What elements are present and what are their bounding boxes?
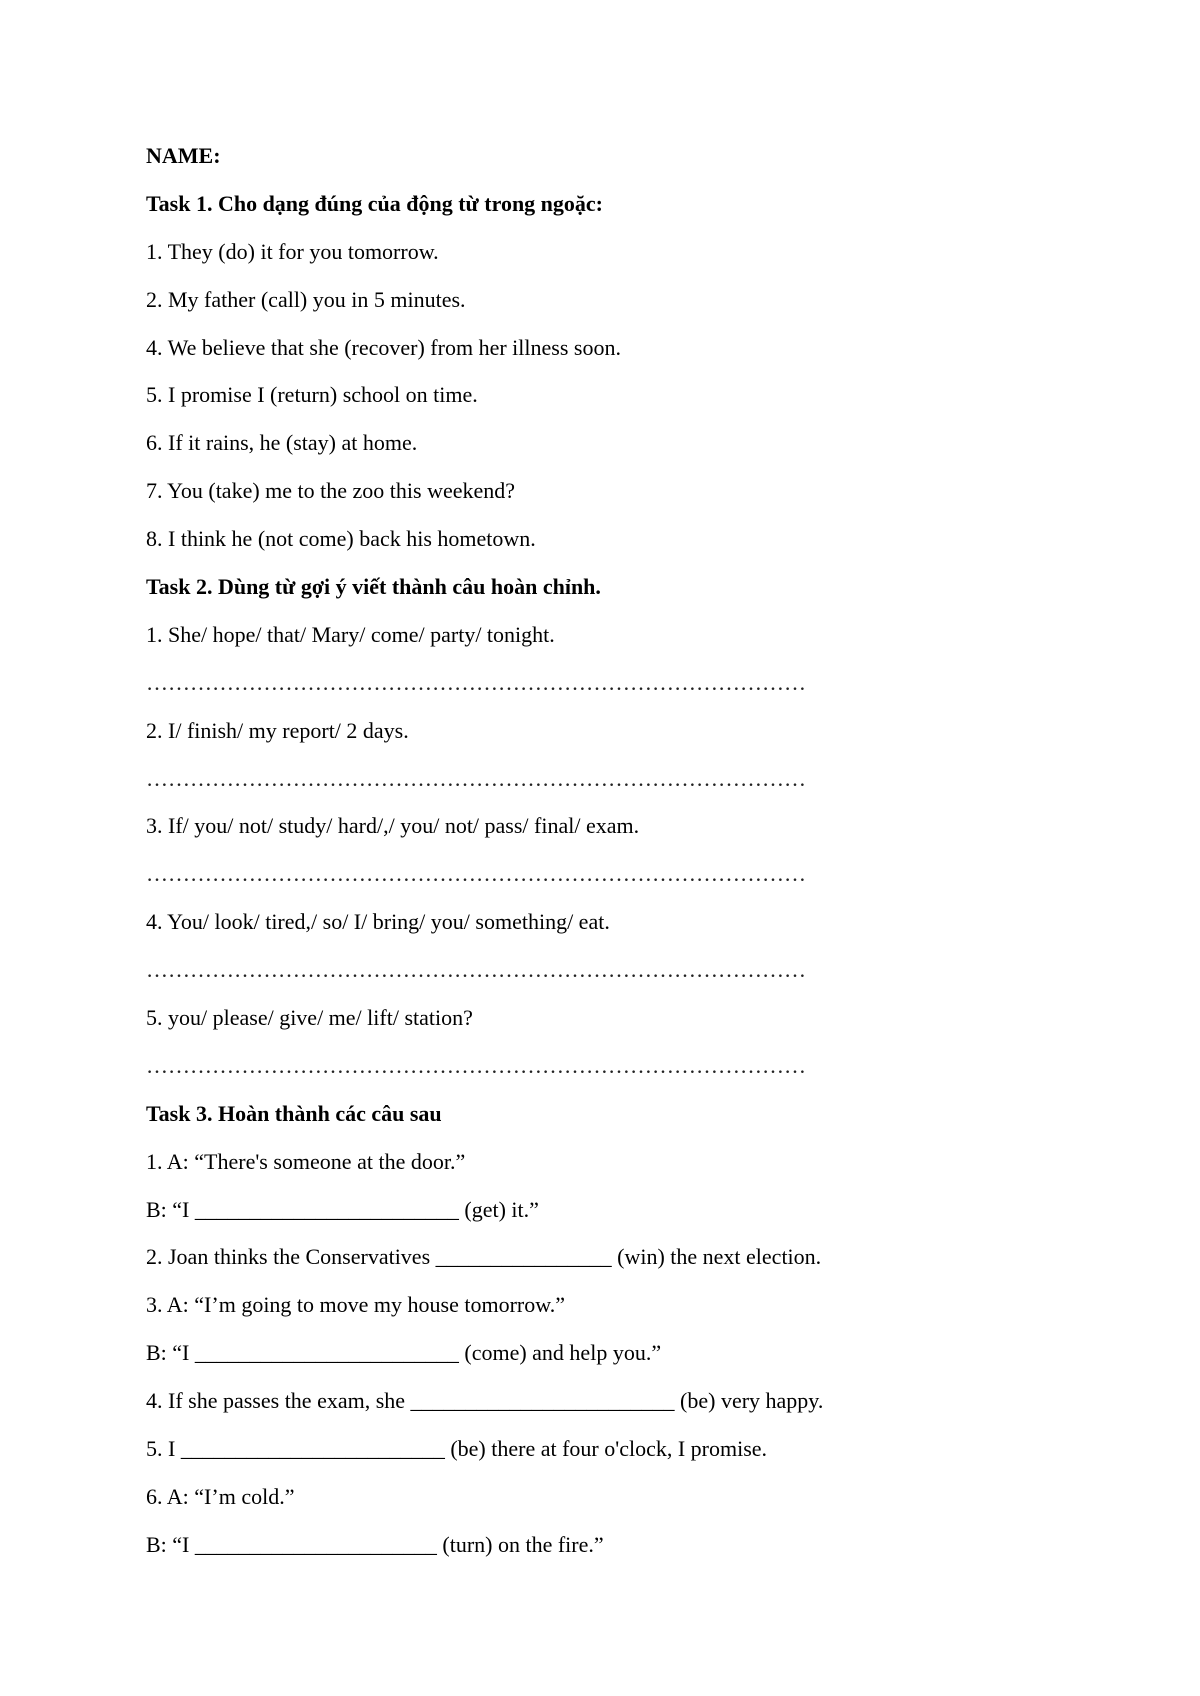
task3-line: B: “I ______________________ (turn) on the fire.” bbox=[146, 1531, 604, 1557]
answer-line: ……………………………………………………………………………… bbox=[146, 669, 806, 695]
task3-line: 5. I ________________________ (be) there at four o'clock, I promise. bbox=[146, 1436, 768, 1462]
answer-line: ……………………………………………………………………………… bbox=[146, 765, 806, 791]
answer-line: ……………………………………………………………………………… bbox=[146, 957, 806, 983]
answer-line: ……………………………………………………………………………… bbox=[146, 861, 806, 887]
task3-line: 6. A: “I’m cold.” bbox=[146, 1483, 295, 1509]
task3-line: 3. A: “I’m going to move my house tomorrow.” bbox=[146, 1292, 565, 1318]
task1-item: 2. My father (call) you in 5 minutes. bbox=[146, 286, 466, 312]
task1-item: 7. You (take) me to the zoo this weekend? bbox=[146, 478, 516, 504]
task1-item: 8. I think he (not come) back his hometown. bbox=[146, 526, 536, 552]
task2-item: 5. you/ please/ give/ me/ lift/ station? bbox=[146, 1005, 473, 1031]
task3-title: Task 3. Hoàn thành các câu sau bbox=[146, 1100, 442, 1126]
task3-line: B: “I ________________________ (come) and help you.” bbox=[146, 1340, 662, 1366]
answer-line: ……………………………………………………………………………… bbox=[146, 1052, 806, 1078]
task2-item: 2. I/ finish/ my report/ 2 days. bbox=[146, 717, 409, 743]
worksheet-content bbox=[146, 142, 1106, 1579]
task3-line: 2. Joan thinks the Conservatives ________________ (win) the next election. bbox=[146, 1244, 822, 1270]
task3-line: 1. A: “There's someone at the door.” bbox=[146, 1148, 466, 1174]
task2-item: 3. If/ you/ not/ study/ hard/,/ you/ not/ pass/ final/ exam. bbox=[146, 813, 640, 839]
task3-line: B: “I ________________________ (get) it.” bbox=[146, 1196, 539, 1222]
task1-title: Task 1. Cho dạng đúng của động từ trong ngoặc: bbox=[146, 190, 604, 216]
name-label: NAME: bbox=[146, 143, 221, 168]
task2-title: Task 2. Dùng từ gợi ý viết thành câu hoàn chỉnh. bbox=[146, 574, 601, 600]
task2-item: 4. You/ look/ tired,/ so/ I/ bring/ you/ something/ eat. bbox=[146, 909, 610, 935]
task1-item: 4. We believe that she (recover) from her illness soon. bbox=[146, 334, 621, 360]
task1-item: 5. I promise I (return) school on time. bbox=[146, 382, 478, 408]
task1-item: 1. They (do) it for you tomorrow. bbox=[146, 238, 439, 264]
task3-line: 4. If she passes the exam, she ________________________ (be) very happy. bbox=[146, 1388, 824, 1414]
task2-item: 1. She/ hope/ that/ Mary/ come/ party/ tonight. bbox=[146, 621, 555, 647]
task1-item: 6. If it rains, he (stay) at home. bbox=[146, 430, 418, 456]
